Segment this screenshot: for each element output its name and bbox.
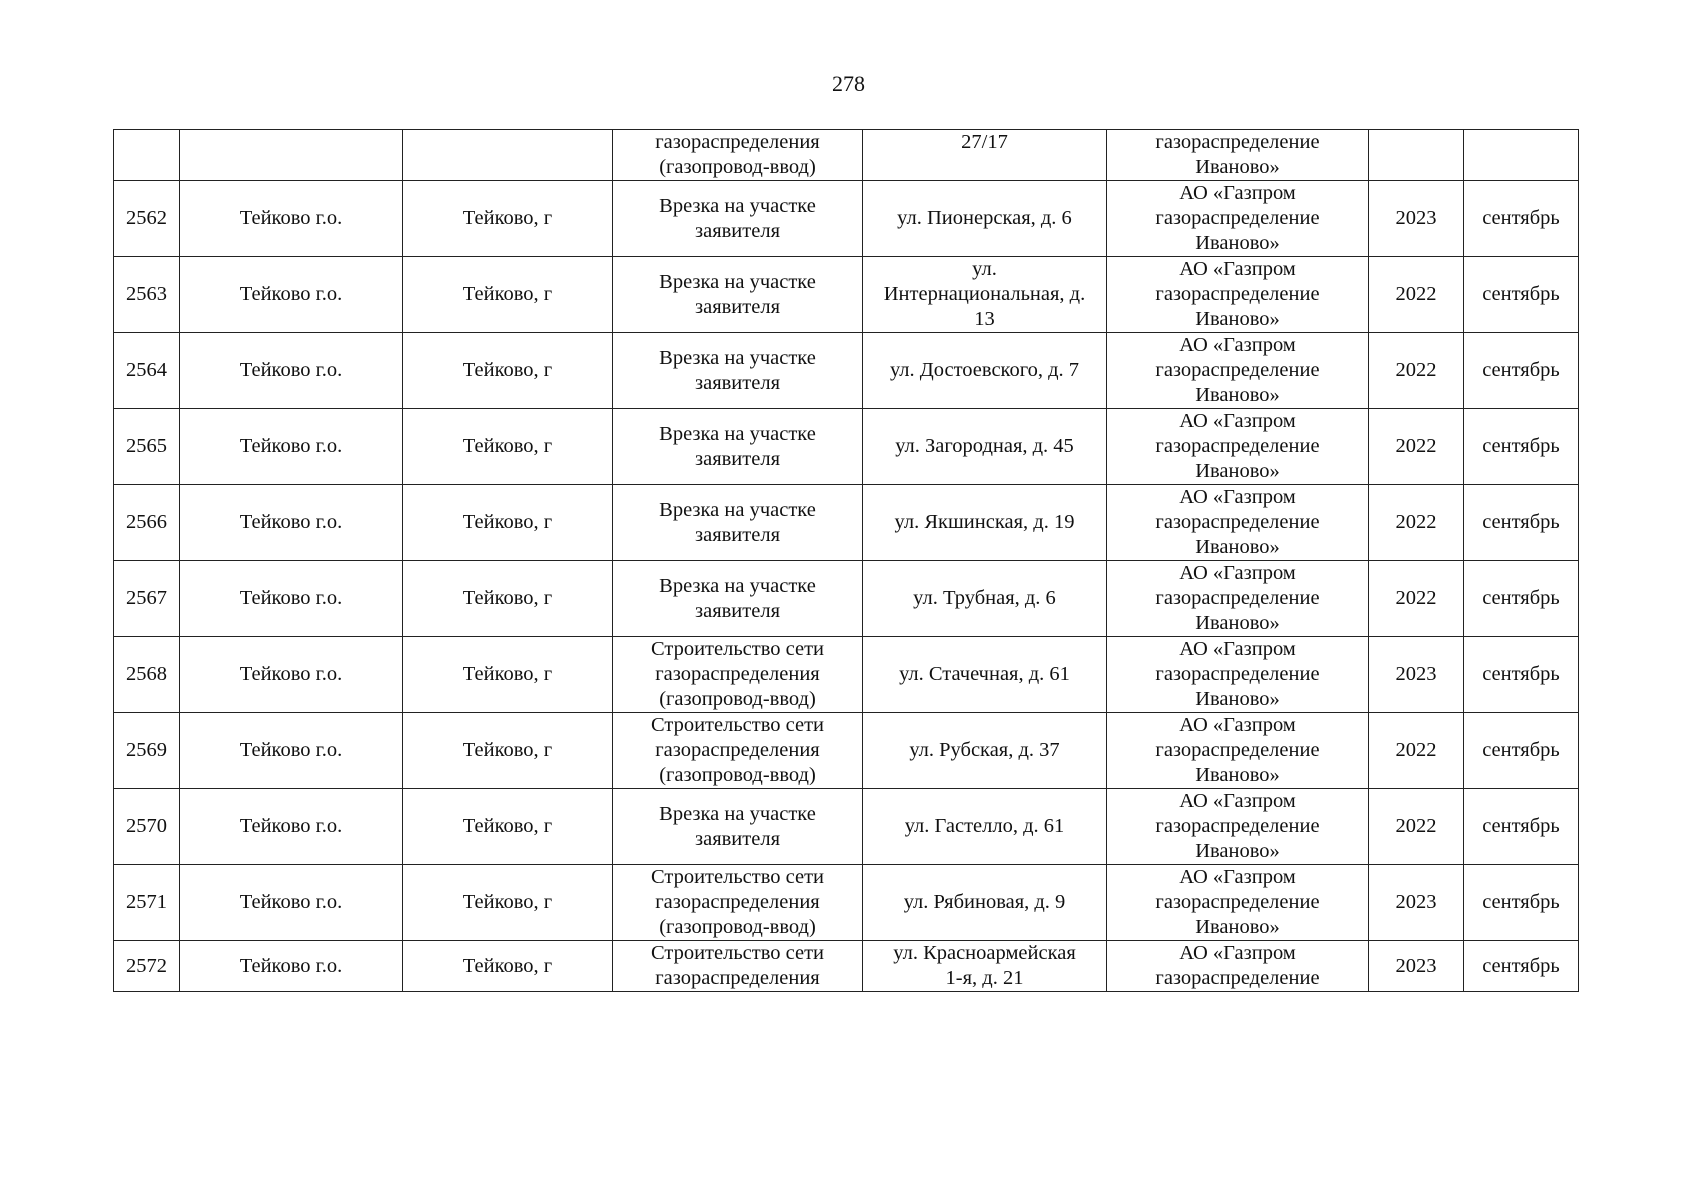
cell-organization: АО «Газпром газораспределение Иваново» [1107, 865, 1369, 941]
cell-district: Тейково г.о. [180, 409, 403, 485]
cell-address: ул. Загородная, д. 45 [863, 409, 1107, 485]
cell-num: 2568 [114, 637, 180, 713]
cell-district: Тейково г.о. [180, 561, 403, 637]
table-row [114, 485, 1579, 561]
cell-address: ул. Пионерская, д. 6 [863, 181, 1107, 257]
cell-num: 2563 [114, 257, 180, 333]
cell-settlement: Тейково, г [403, 333, 613, 409]
cell-work-type: Строительство сети газораспределения (газопровод-ввод) [613, 637, 863, 713]
cell-organization: газораспределение Иваново» [1107, 130, 1369, 181]
cell-work-type: Строительство сети газораспределения (газопровод-ввод) [613, 865, 863, 941]
cell-district: Тейково г.о. [180, 637, 403, 713]
cell-address: ул. Рябиновая, д. 9 [863, 865, 1107, 941]
cell-work-type: Врезка на участке заявителя [613, 333, 863, 409]
cell-num: 2566 [114, 485, 180, 561]
cell-organization: АО «Газпром газораспределение Иваново» [1107, 561, 1369, 637]
cell-work-type: Врезка на участке заявителя [613, 561, 863, 637]
cell-work-type: Строительство сети газораспределения (газопровод-ввод) [613, 713, 863, 789]
cell-num: 2572 [114, 941, 180, 992]
cell-month: сентябрь [1464, 865, 1579, 941]
cell-work-type: Врезка на участке заявителя [613, 485, 863, 561]
cell-month: сентябрь [1464, 789, 1579, 865]
gas-works-table [113, 129, 1579, 992]
cell-address: ул. Достоевского, д. 7 [863, 333, 1107, 409]
cell-organization: АО «Газпром газораспределение Иваново» [1107, 485, 1369, 561]
cell-num [114, 130, 180, 181]
cell-year: 2023 [1369, 941, 1464, 992]
cell-district [180, 130, 403, 181]
cell-address: ул. Интернациональная, д. 13 [863, 257, 1107, 333]
cell-month: сентябрь [1464, 561, 1579, 637]
cell-district: Тейково г.о. [180, 865, 403, 941]
cell-month: сентябрь [1464, 181, 1579, 257]
cell-settlement: Тейково, г [403, 561, 613, 637]
table-row [114, 409, 1579, 485]
cell-month: сентябрь [1464, 409, 1579, 485]
cell-settlement: Тейково, г [403, 485, 613, 561]
cell-work-type: Врезка на участке заявителя [613, 181, 863, 257]
cell-year: 2022 [1369, 257, 1464, 333]
cell-month: сентябрь [1464, 637, 1579, 713]
cell-district: Тейково г.о. [180, 257, 403, 333]
cell-settlement: Тейково, г [403, 713, 613, 789]
table-row [114, 865, 1579, 941]
cell-month: сентябрь [1464, 485, 1579, 561]
cell-num: 2564 [114, 333, 180, 409]
cell-address: 27/17 [863, 130, 1107, 181]
table-row-continuation [114, 130, 1579, 181]
cell-month: сентябрь [1464, 713, 1579, 789]
cell-district: Тейково г.о. [180, 941, 403, 992]
cell-work-type: Врезка на участке заявителя [613, 409, 863, 485]
cell-address: ул. Стачечная, д. 61 [863, 637, 1107, 713]
cell-organization: АО «Газпром газораспределение Иваново» [1107, 181, 1369, 257]
cell-year: 2022 [1369, 409, 1464, 485]
cell-settlement: Тейково, г [403, 409, 613, 485]
cell-district: Тейково г.о. [180, 333, 403, 409]
cell-year: 2023 [1369, 865, 1464, 941]
cell-organization: АО «Газпром газораспределение Иваново» [1107, 637, 1369, 713]
cell-organization: АО «Газпром газораспределение Иваново» [1107, 713, 1369, 789]
table-row [114, 181, 1579, 257]
cell-settlement: Тейково, г [403, 257, 613, 333]
cell-organization: АО «Газпром газораспределение Иваново» [1107, 789, 1369, 865]
cell-num: 2570 [114, 789, 180, 865]
cell-work-type: газораспределения (газопровод-ввод) [613, 130, 863, 181]
cell-num: 2565 [114, 409, 180, 485]
table-row [114, 789, 1579, 865]
table-row [114, 941, 1579, 992]
cell-work-type: Врезка на участке заявителя [613, 257, 863, 333]
cell-settlement [403, 130, 613, 181]
cell-num: 2562 [114, 181, 180, 257]
cell-work-type: Строительство сети газораспределения [613, 941, 863, 992]
cell-year: 2022 [1369, 485, 1464, 561]
cell-month: сентябрь [1464, 941, 1579, 992]
cell-year: 2023 [1369, 637, 1464, 713]
cell-settlement: Тейково, г [403, 181, 613, 257]
cell-address: ул. Красноармейская 1-я, д. 21 [863, 941, 1107, 992]
cell-organization: АО «Газпром газораспределение [1107, 941, 1369, 992]
cell-district: Тейково г.о. [180, 713, 403, 789]
cell-year [1369, 130, 1464, 181]
cell-year: 2022 [1369, 789, 1464, 865]
cell-month: сентябрь [1464, 333, 1579, 409]
cell-num: 2571 [114, 865, 180, 941]
cell-settlement: Тейково, г [403, 865, 613, 941]
cell-district: Тейково г.о. [180, 485, 403, 561]
cell-organization: АО «Газпром газораспределение Иваново» [1107, 257, 1369, 333]
cell-organization: АО «Газпром газораспределение Иваново» [1107, 409, 1369, 485]
cell-address: ул. Трубная, д. 6 [863, 561, 1107, 637]
table-row [114, 713, 1579, 789]
cell-year: 2022 [1369, 561, 1464, 637]
table-row [114, 257, 1579, 333]
cell-district: Тейково г.о. [180, 181, 403, 257]
cell-address: ул. Рубская, д. 37 [863, 713, 1107, 789]
cell-settlement: Тейково, г [403, 637, 613, 713]
page-number: 278 [832, 71, 865, 96]
table-row [114, 333, 1579, 409]
table-row [114, 561, 1579, 637]
cell-year: 2023 [1369, 181, 1464, 257]
cell-num: 2569 [114, 713, 180, 789]
cell-num: 2567 [114, 561, 180, 637]
cell-district: Тейково г.о. [180, 789, 403, 865]
table-body [114, 130, 1579, 992]
cell-year: 2022 [1369, 333, 1464, 409]
table-row [114, 637, 1579, 713]
cell-settlement: Тейково, г [403, 789, 613, 865]
cell-work-type: Врезка на участке заявителя [613, 789, 863, 865]
cell-month [1464, 130, 1579, 181]
cell-address: ул. Якшинская, д. 19 [863, 485, 1107, 561]
cell-address: ул. Гастелло, д. 61 [863, 789, 1107, 865]
cell-organization: АО «Газпром газораспределение Иваново» [1107, 333, 1369, 409]
cell-month: сентябрь [1464, 257, 1579, 333]
cell-year: 2022 [1369, 713, 1464, 789]
cell-settlement: Тейково, г [403, 941, 613, 992]
